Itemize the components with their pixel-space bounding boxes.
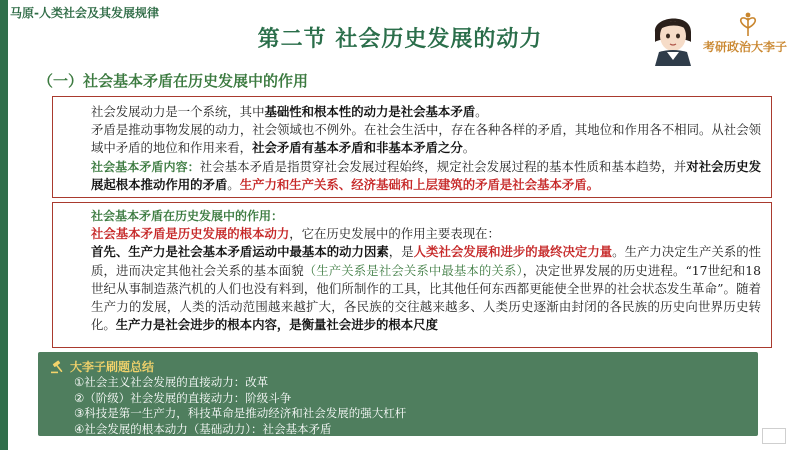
logo-text: 考研政治大李子 (703, 40, 788, 54)
summary-item: ②（阶级）社会发展的直接动力：阶级斗争 (74, 390, 292, 405)
green-highlight-text: （生产关系是社会关系中最基本的关系） (303, 262, 523, 278)
text-span: 。 (475, 104, 488, 119)
avatar-illustration (647, 8, 699, 66)
paragraph-productive-forces (67, 243, 761, 334)
text-span: 。 (462, 140, 476, 156)
gavel-icon (50, 360, 64, 374)
emphasis-text: 基础性和根本性的动力是社会基本矛盾 (264, 104, 476, 119)
emphasis-text: 社会矛盾有基本矛盾和非基本矛盾之分 (252, 140, 463, 156)
brand-logo (647, 8, 788, 66)
green-label: 社会基本矛盾在历史发展中的作用： (91, 209, 284, 223)
emphasis-text: 对社会历史发展起根本推动作用的矛盾 (91, 158, 761, 192)
red-highlight-text: 社会基本矛盾是历史发展的根本动力 (91, 226, 290, 242)
text-span: ，是 (388, 244, 414, 260)
section-heading: （一）社会基本矛盾在历史发展中的作用 (38, 72, 309, 90)
page-title: 第二节 社会历史发展的动力 (257, 26, 543, 52)
summary-panel (38, 352, 758, 436)
text-span: 社会发展动力是一个系统，其中 (91, 104, 265, 119)
paragraph-role-label (67, 207, 761, 225)
summary-title: 大李子刷题总结 (70, 360, 155, 374)
summary-item: ③科技是第一生产力，科技革命是推动经济和社会发展的强大杠杆 (74, 406, 407, 420)
chapter-tag: 马原-人类社会及其发展规律 (10, 6, 159, 20)
left-accent-bar (0, 0, 8, 450)
paragraph-content-definition (67, 158, 761, 194)
emphasis-text: 首先、生产力是社会基本矛盾运动中最基本的动力因素 (91, 244, 389, 260)
summary-title-row (50, 358, 746, 375)
emphasis-text: 生产力是社会进步的根本内容，是衡量社会进步的根本尺度 (115, 317, 438, 333)
text-span: ，决定世界发展的历史进程。“17世纪和18世纪从事制造蒸汽机的人们也没有料到，他们所制作的工具，比其他任何东西都更能使全世界的社会状态发生革命”。随着生产力的发展，人类的活动范围越来越扩大，各民族的交往越来越多、人类历史逐渐由封闭的各民族的历史向世界历史转化。 (91, 262, 761, 333)
content-box-historical-role (52, 202, 772, 348)
paragraph-dynamics (67, 103, 761, 121)
page-number-box (762, 428, 786, 444)
paragraph-contradiction (67, 121, 761, 157)
summary-item: ④社会发展的根本动力（基础动力）：社会基本矛盾 (74, 421, 332, 436)
leaf-emblem-icon (733, 10, 763, 38)
paragraph-root-force (67, 225, 761, 243)
text-span: ，它在历史发展中的作用主要表现在： (289, 226, 500, 242)
text-span: 矛盾是推动事物发展的动力，社会领域也不例外。在社会生活中，存在各种各样的矛盾，其地位和作用各不相同。从社会领域中矛盾的地位和作用来看， (91, 122, 761, 156)
text-span: 。 (227, 176, 240, 192)
red-highlight-text: 生产力和生产关系、经济基础和上层建筑的矛盾是社会基本矛盾。 (239, 176, 600, 192)
text-span: 。生产力决定生产关系的性质，进而决定其他社会关系的基本面貌 (91, 244, 762, 278)
content-box-basic-contradiction (52, 96, 772, 198)
red-highlight-text: 人类社会发展和进步的最终决定力量 (413, 244, 613, 260)
summary-item: ①社会主义社会发展的直接动力：改革 (74, 375, 269, 389)
text-span: 社会基本矛盾是指贯穿社会发展过程始终，规定社会发展过程的基本性质和基本趋势，并 (199, 158, 687, 174)
green-label: 社会基本矛盾内容： (91, 159, 200, 174)
